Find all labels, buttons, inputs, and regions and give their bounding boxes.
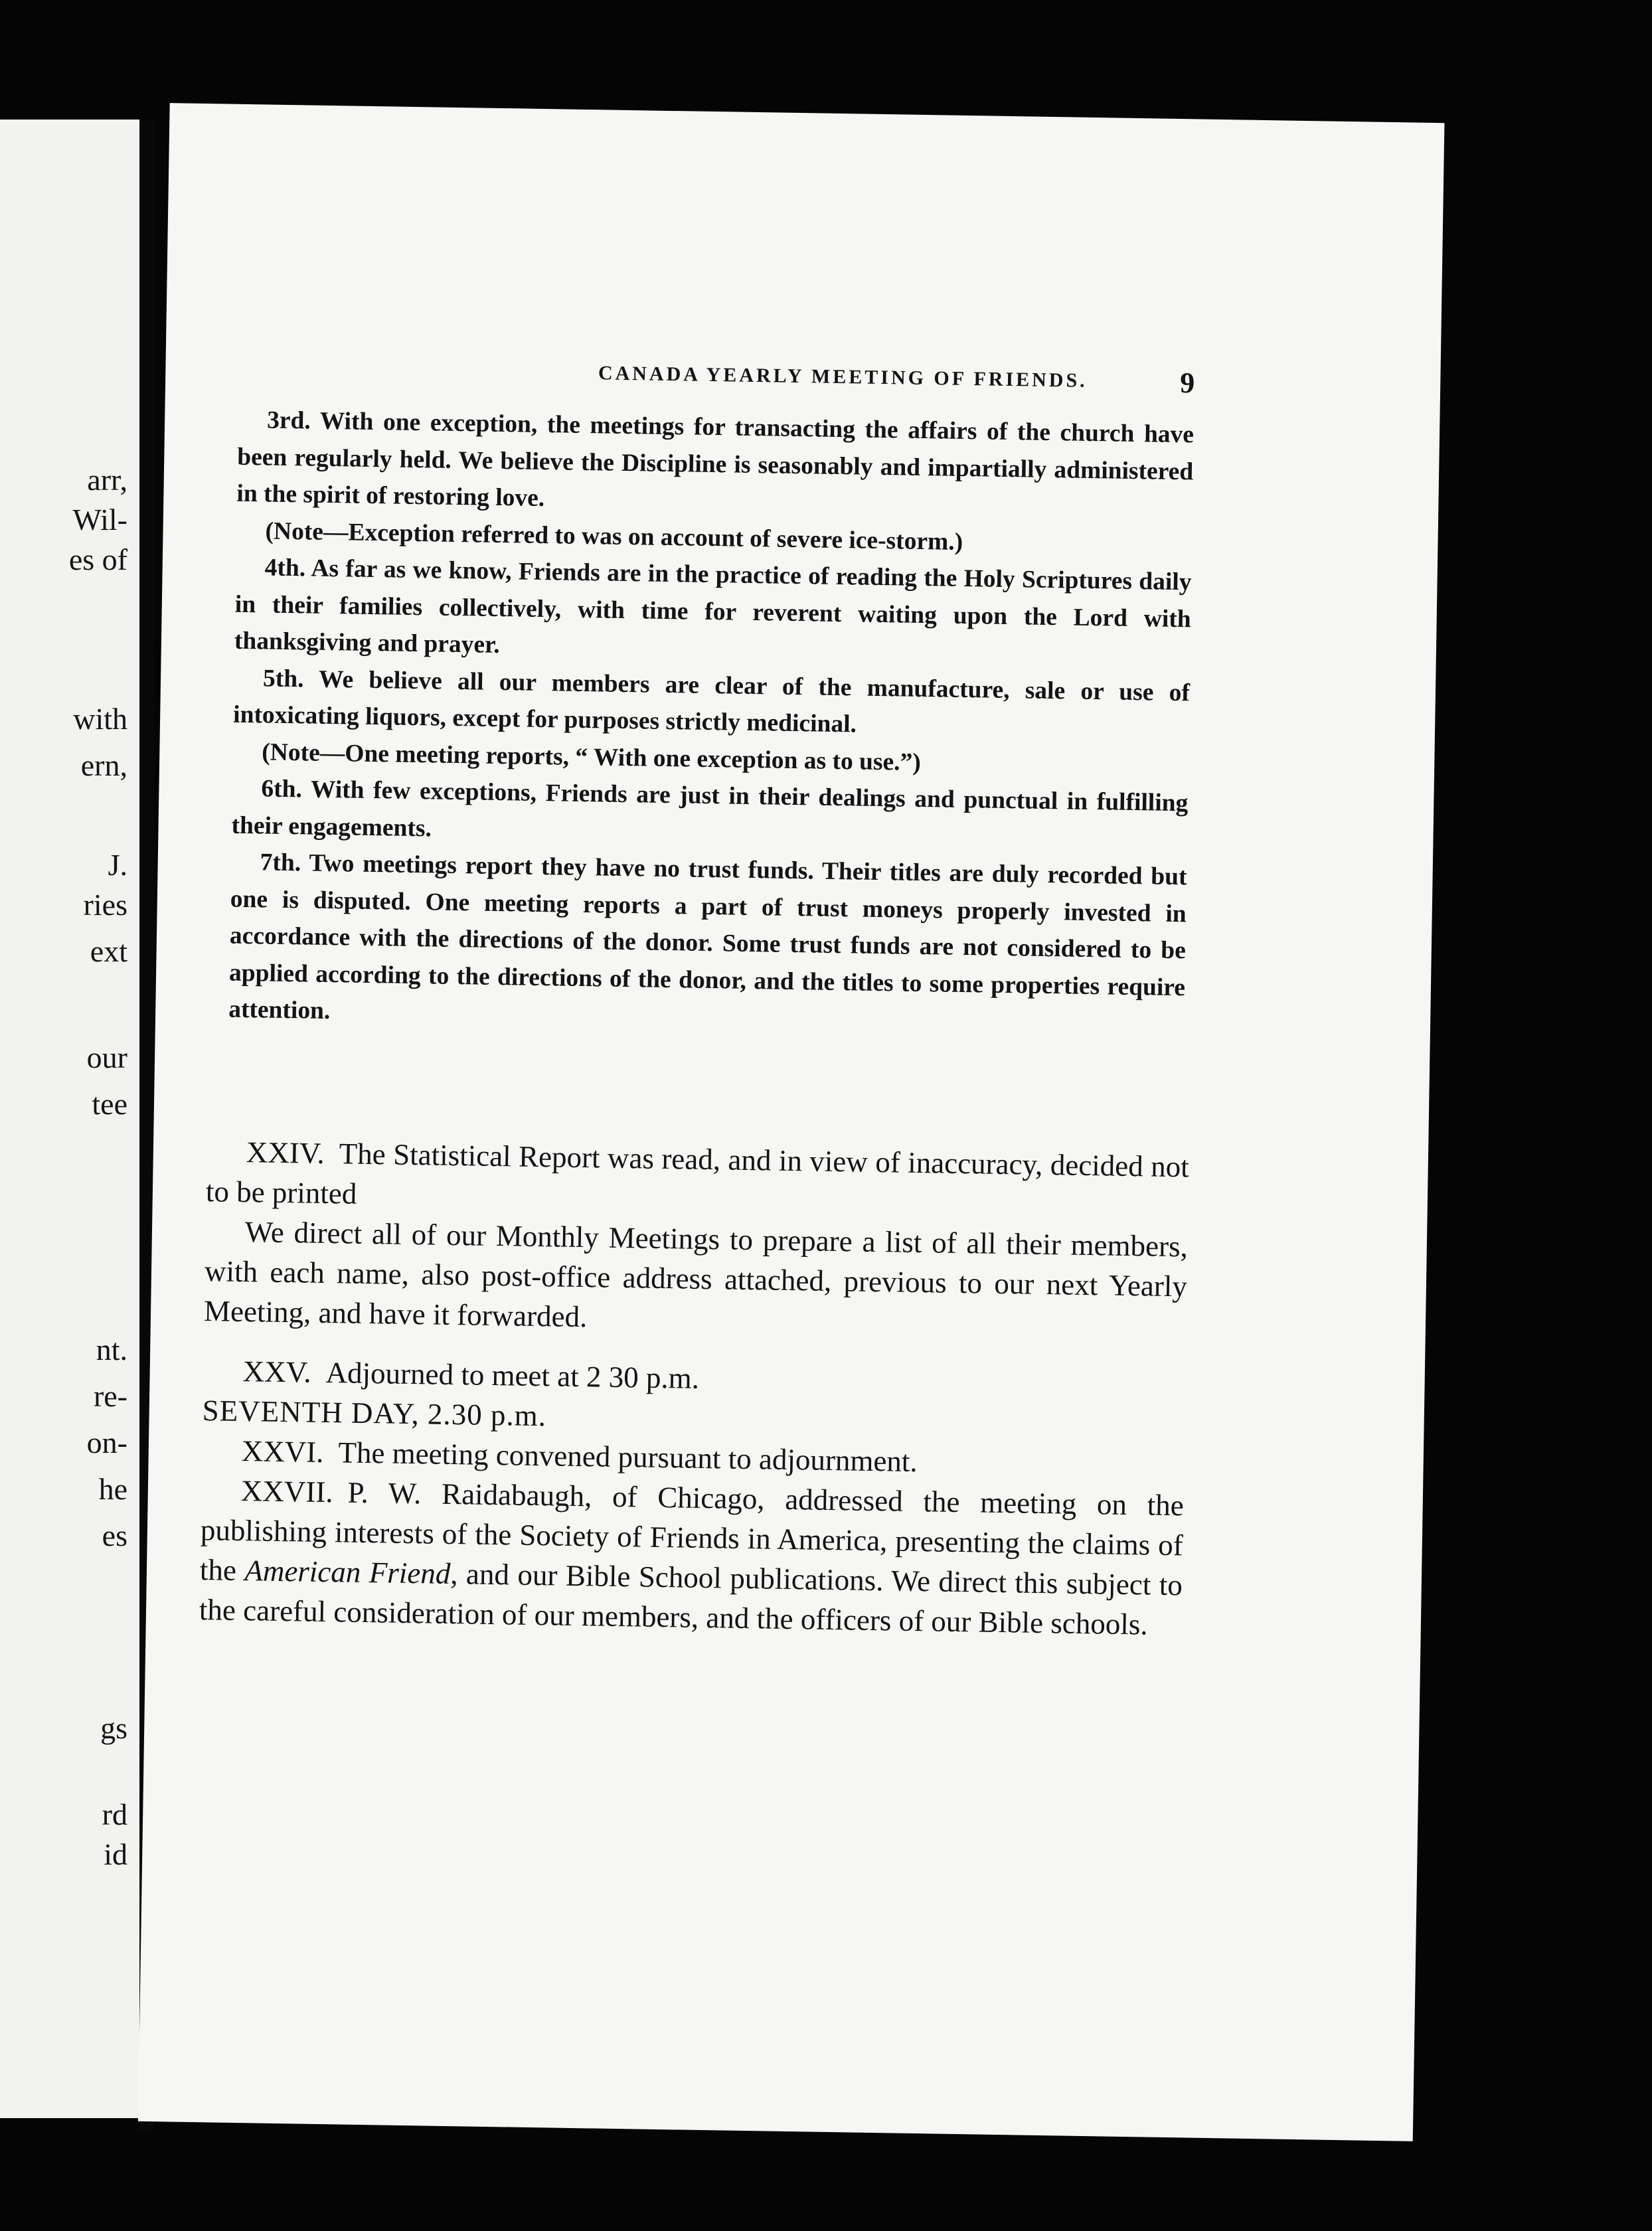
report-note: (Note—One meeting reports, “ With one exception as to use.”) <box>262 738 922 776</box>
minutes-body <box>199 1131 1190 1645</box>
adjacent-page-fragment: nt. <box>96 1333 127 1366</box>
adjacent-page-fragment: rd <box>102 1797 127 1831</box>
minute-xxiv-continuation: We direct all of our Monthly Meetings to prepare a list of all their members, with each name, also post-office address attached, previous to our next Yearly Meeting, and have it forwarded. <box>203 1215 1189 1334</box>
adjacent-page-fragment: es <box>102 1519 127 1552</box>
minute-text: P. W. Raidabaugh, of Chicago, addressed the meeting on the publishing interests of the Society of Friends in America, presenting the claims of the <box>199 1475 1185 1587</box>
report-item: 5th. We believe all our members are clear of the manufacture, sale or use of intoxicating liquors, except for purposes strictly medicinal. <box>232 664 1191 738</box>
publication-title: American Friend <box>244 1554 451 1591</box>
report-item: 6th. With few exceptions, Friends are just in their dealings and punctual in fulfilling their engagements. <box>231 775 1189 842</box>
adjacent-page-fragment: ries <box>83 888 127 922</box>
minute-text: Adjourned to meet at 2 30 p.m. <box>325 1356 700 1395</box>
minute-number: XXVII. <box>240 1474 333 1509</box>
adjacent-page-fragment: re- <box>93 1379 127 1413</box>
adjacent-page-fragment: J. <box>108 848 127 882</box>
minute-number: XXVI. <box>241 1434 324 1469</box>
adjacent-page-fragment: he <box>98 1472 127 1506</box>
adjacent-page-fragment: arr, <box>87 463 127 497</box>
report-item: 3rd. With one exception, the meetings for transacting the affairs of the church have been regularly held. We believe the Discipline is seasonably and impartially administered in the spirit of restoring love. <box>236 406 1195 513</box>
adjacent-page-fragment: tee <box>92 1087 127 1121</box>
minute-number: XXIV. <box>246 1135 325 1170</box>
minute-xxiv <box>205 1131 1189 1226</box>
adjacent-page-fragment: our <box>86 1040 127 1074</box>
report-item: 7th. Two meetings report they have no trust funds. Their titles are duly recorded but one is disputed. One meeting reports a part of trust moneys properly invested in accordance with the directions of the donor. Some trust funds are not considered to be applied according to the directions of the donor, and the titles to some properties require attention. <box>228 849 1187 1025</box>
adjacent-page-fragment: on- <box>86 1426 127 1459</box>
adjacent-page-fragment: gs <box>100 1711 127 1745</box>
minute-text: , and our Bible School publications. We direct this subject to the careful consideration of our members, and the officers of our Bible schools. <box>199 1557 1183 1641</box>
adjacent-page-fragment: es of <box>68 542 127 576</box>
minute-text: The Statistical Report was read, and in view of inaccuracy, decided not to be printed <box>205 1137 1190 1210</box>
adjacent-page-fragment: id <box>104 1837 127 1871</box>
running-title: CANADA YEARLY MEETING OF FRIENDS. <box>598 362 1088 392</box>
minute-xxvii <box>199 1470 1185 1645</box>
adjacent-page-fragment: ext <box>90 934 127 968</box>
report-items <box>228 402 1195 1043</box>
book-page <box>138 103 1445 2141</box>
report-item: 4th. As far as we know, Friends are in the practice of reading the Holy Scriptures daily in their families collectively, with time for reverent waiting upon the Lord with thanksgiving and prayer. <box>234 554 1192 659</box>
page-number: 9 <box>1179 367 1195 400</box>
minute-number: XXV. <box>242 1355 312 1389</box>
minute-text: The meeting convened pursuant to adjournment. <box>338 1436 918 1479</box>
adjacent-page-fragment: Wil- <box>72 503 127 537</box>
section-heading: SEVENTH DAY, 2.30 p.m. <box>202 1394 547 1433</box>
adjacent-page-edge <box>0 120 139 2118</box>
adjacent-page-fragment: ern, <box>80 748 127 782</box>
report-note: (Note—Exception referred to was on account of severe ice-storm.) <box>265 517 963 556</box>
adjacent-page-fragment: with <box>73 702 127 736</box>
